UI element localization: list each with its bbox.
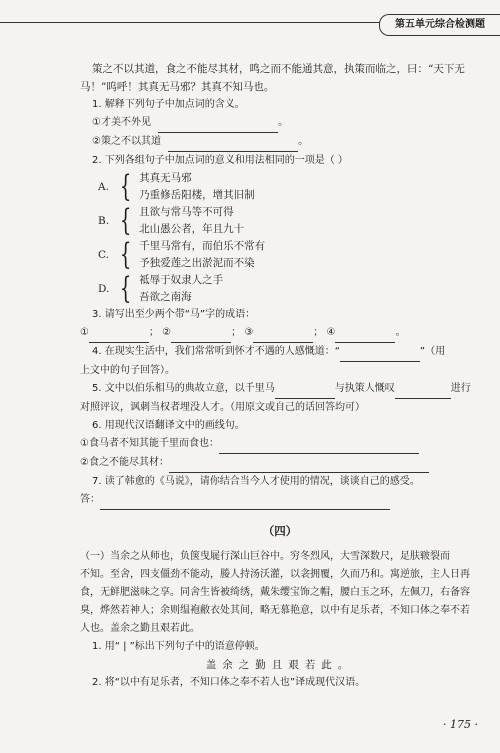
q2-text: 2. 下列各组句子中加点词的意义和用法相同的一项是（ ） <box>92 155 348 166</box>
passage2-line: 食，无鲜肥滋味之享。同舍生皆被绮绣，戴朱缨宝饰之帽，腰白玉之环，左佩刀，右备容 <box>80 587 470 598</box>
q2-option-c[interactable] <box>98 238 480 272</box>
page-number: · 175 · <box>443 718 478 731</box>
option-line: 乃重修岳阳楼，增其旧制 <box>139 189 255 201</box>
option-label: D. <box>98 283 110 295</box>
blank-label: ③ <box>244 327 254 338</box>
q4-line1-end: ”（用 <box>419 346 446 357</box>
option-line: 祗辱于奴隶人之手 <box>139 274 224 286</box>
q1-text: 1. 解释下列句子中加点词的含义。 <box>92 99 245 110</box>
passage2-line: （一）当余之从师也，负箧曳屣行深山巨谷中。穷冬烈风，大雪深数尺，足肤皲裂而 <box>80 551 450 562</box>
passage2 <box>80 548 480 638</box>
option-lines <box>139 272 223 306</box>
answer-blank[interactable] <box>253 324 313 343</box>
document-body <box>80 60 480 692</box>
option-line: 吾欲之南海 <box>139 291 192 303</box>
option-line: 且欲与常马等不可得 <box>139 206 234 218</box>
q5-b: 与执策人慨叹 <box>334 383 395 394</box>
header-title: 第五单元综合检测题 <box>379 14 500 36</box>
q6-item-text: ①食马者不知其能千里而食也： <box>80 438 219 449</box>
answer-blank[interactable] <box>168 133 298 152</box>
q3-text: 3. 请写出至少两个带“马”字的成语： <box>92 309 256 320</box>
q1-item-text: ①才美不外见 <box>92 117 151 128</box>
option-lines <box>139 204 244 238</box>
q2-option-d[interactable] <box>98 272 480 306</box>
q5-text <box>80 380 480 399</box>
brace: { <box>119 169 132 204</box>
option-line: 其真无马邪 <box>139 172 192 184</box>
answer-blank[interactable] <box>335 324 395 343</box>
answer-blank[interactable] <box>275 380 335 399</box>
q7-text: 7. 读了韩愈的《马说》，请你结合当今人才使用的情况，谈谈自己的感受。 <box>92 476 420 487</box>
blank-label: ① <box>80 327 89 338</box>
q6-text: 6. 用现代汉语翻译文中的画线句。 <box>92 420 245 431</box>
q-after-1-sentence: 盖余之勤且艰若此。 <box>205 659 355 671</box>
option-line: 千里马常有，而伯乐不常有 <box>139 240 266 252</box>
q-after-1: 1. 用“ | ”标出下列句子中的语意停顿。 <box>92 641 265 652</box>
brace: { <box>119 271 132 306</box>
blank-label: ④ <box>326 327 336 338</box>
answer-blank[interactable] <box>169 454 429 473</box>
q1-item-text: ②策之不以其道 <box>92 136 161 147</box>
q1-item: ①才美不外见 。 <box>80 114 480 133</box>
passage2-line: 臭，烨然若神人；余则缊袍敝衣处其间，略无慕艳意，以中有足乐者，不知口体之奉不若 <box>80 605 470 616</box>
answer-blank[interactable] <box>158 114 278 133</box>
q5-line2: 对照评议，讽刺当权者埋没人才。（用原文或自己的话回答均可） <box>80 402 365 413</box>
q2-option-b[interactable] <box>98 204 480 238</box>
answer-blank[interactable] <box>89 324 149 343</box>
q-after-2: 2. 将“以中有足乐者，不知口体之奉不若人也”译成现代汉语。 <box>92 677 366 688</box>
option-line: 予独爱莲之出淤泥而不染 <box>139 257 255 269</box>
passage2-line: 人也。盖余之勤且艰若此。 <box>80 623 200 634</box>
q5-c: 进行 <box>450 383 471 394</box>
option-label: A. <box>98 181 109 193</box>
option-lines <box>139 238 265 272</box>
answer-blank[interactable] <box>395 380 451 399</box>
option-label: B. <box>98 215 110 227</box>
answer-blank[interactable] <box>340 343 420 362</box>
q6-item-text: ②食之不能尽其材： <box>80 457 169 468</box>
q6-item <box>80 454 480 473</box>
answer-blank[interactable] <box>171 324 231 343</box>
q1-item: ②策之不以其道 。 <box>80 133 480 152</box>
answer-blank[interactable] <box>100 491 390 510</box>
option-line: 北山愚公者，年且九十 <box>139 223 245 235</box>
q5-a: 5. 文中以伯乐相马的典故立意，以千里马 <box>92 383 275 394</box>
answer-label: 答： <box>80 494 100 505</box>
section-title: （四） <box>262 524 298 538</box>
passage1-line: 策之不以其道，食之不能尽其材，鸣之而不能通其意，执策而临之，曰：“天下无 <box>92 63 465 75</box>
page-header <box>0 0 500 40</box>
q2-option-a[interactable] <box>98 170 480 204</box>
blank-label: ② <box>162 327 172 338</box>
q6-item <box>80 435 480 454</box>
brace: { <box>119 203 132 238</box>
option-label: C. <box>98 249 109 261</box>
passage1-line: 马！”呜呼！其真无马邪？其真不知马也。 <box>80 81 275 93</box>
passage2-line: 不知。至舍，四支僵劲不能动，媵人持汤沃灌，以衾拥覆，久而乃和。寓逆旅，主人日再 <box>80 569 470 580</box>
q4-line2: 上文中的句子回答）。 <box>80 365 175 376</box>
q7-answer <box>80 491 480 510</box>
option-lines <box>139 170 255 204</box>
q3-blanks: ① ； ② ； ③ ； ④ 。 <box>80 324 480 343</box>
q4-text <box>80 343 480 362</box>
q4-line1: 4. 在现实生活中，我们常常听到怀才不遇的人感慨道：“ <box>92 346 340 357</box>
brace: { <box>119 237 132 272</box>
answer-blank[interactable] <box>219 435 419 454</box>
